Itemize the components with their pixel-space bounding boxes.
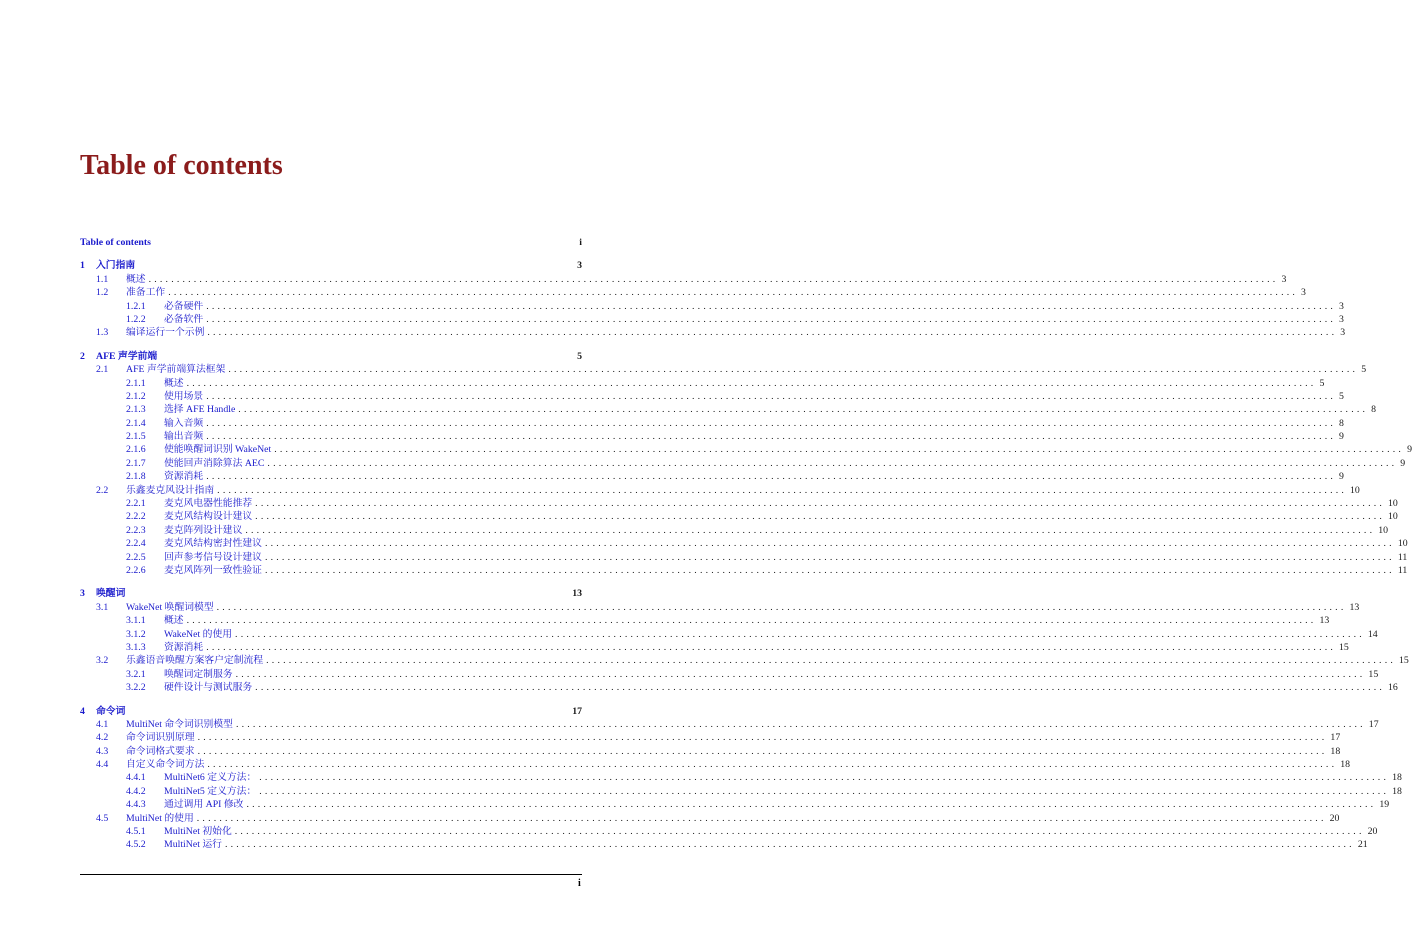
toc-entry-page: 5 <box>1361 364 1367 376</box>
toc-entry-title: 乐鑫语音唤醒方案客户定制流程 <box>126 655 264 667</box>
toc-entry-page: 14 <box>1367 628 1378 640</box>
toc-entry-number: 4.4.2 <box>126 785 146 797</box>
toc-subsection-entry[interactable] <box>80 681 1398 694</box>
toc-entry-page: 8 <box>1371 404 1377 416</box>
toc-entry-title: WakeNet 唤醒词模型 <box>126 601 214 613</box>
toc-entry-number: 2 <box>80 350 85 362</box>
toc-chapter-entry[interactable] <box>80 587 582 600</box>
toc-leader: ........................................................................................................................................................................................................ <box>245 524 1376 536</box>
toc-section-entry[interactable] <box>80 326 1346 339</box>
toc-section-entry[interactable] <box>80 718 1379 731</box>
toc-entry-title: 命令词识别原理 <box>126 732 195 744</box>
toc-subsection-entry[interactable] <box>80 668 1379 681</box>
page-title: Table of contents <box>80 150 283 181</box>
toc-entry-number: 2.2.5 <box>126 551 146 563</box>
footer-rule <box>80 874 582 875</box>
toc-entry-page: 18 <box>1330 745 1341 757</box>
toc-entry-number: 1.2.1 <box>126 300 146 312</box>
toc-section-entry[interactable] <box>80 745 1341 758</box>
toc-entry-page: 8 <box>1339 417 1344 429</box>
toc-subsection-entry[interactable] <box>80 825 1378 838</box>
toc-entry-number: 2.2.6 <box>126 564 146 576</box>
toc-entry-page: 17 <box>1330 732 1341 744</box>
toc-section-entry[interactable] <box>80 654 1409 667</box>
toc-entry-title: MultiNet 初始化 <box>164 826 232 838</box>
toc-entry-title: 必备软件 <box>164 313 204 325</box>
toc-entry-title: AFE 声学前端 <box>96 350 158 362</box>
toc-entry-number: 2.1.7 <box>126 457 146 469</box>
toc-entry-number: 4.5.1 <box>126 826 146 838</box>
toc-entry-number: 3.1 <box>96 601 109 613</box>
toc-leader: ........................................................................................................................................................................................................ <box>206 641 1337 653</box>
toc-leader: ........................................................................................................................................................................................................ <box>234 826 1365 838</box>
toc-leader: ........................................................................................................................................................................................................ <box>238 404 1369 416</box>
toc-entry-title: AFE 声学前端算法框架 <box>126 364 226 376</box>
toc-entry-title: WakeNet 的使用 <box>164 628 233 640</box>
toc-entry-page: 11 <box>1397 564 1408 576</box>
toc-entry-title: 使能唤醒词识别 WakeNet <box>164 444 272 456</box>
toc-entry-number: 2.1.8 <box>126 471 146 483</box>
toc-entry-title: MultiNet5 定义方法： <box>164 785 257 797</box>
toc-entry-title: 使能回声消除算法 AEC <box>164 457 265 469</box>
toc-entry-page: 19 <box>1379 799 1390 811</box>
toc-entry-title: 麦克阵列设计建议 <box>164 524 243 536</box>
toc-leader: ........................................................................................................................................................................................................ <box>274 444 1405 456</box>
toc-entry-number: 4.4.3 <box>126 799 146 811</box>
toc-entry-title: 选择 AFE Handle <box>164 404 236 416</box>
toc-leader: ........................................................................................................................................................................................................ <box>206 390 1337 402</box>
toc-subsection-entry[interactable] <box>80 497 1398 510</box>
toc-entry-number: 2.2 <box>96 484 109 496</box>
toc-entry-title: 麦克风电器性能推荐 <box>164 498 253 510</box>
toc-entry-number: 2.2.1 <box>126 498 146 510</box>
toc-entry-title: 概述 <box>164 615 184 627</box>
toc-subsection-entry[interactable] <box>80 313 1344 326</box>
toc-chapter-entry[interactable] <box>80 705 582 718</box>
toc-entry-number: 2.1.4 <box>126 417 146 429</box>
toc-leader: ........................................................................................................................................................................................................ <box>197 745 1328 757</box>
toc-entry-page: 9 <box>1400 457 1406 469</box>
toc-entry-number: 4.4 <box>96 759 109 771</box>
toc-subsection-entry[interactable] <box>80 377 1325 390</box>
toc-entry-title: 资源消耗 <box>164 471 204 483</box>
toc-leader: ........................................................................................................................................................................................................ <box>228 364 1359 376</box>
table-of-contents <box>80 236 1412 852</box>
toc-entry-page: 3 <box>577 260 582 272</box>
toc-entry-page: 5 <box>1339 390 1344 402</box>
toc-leader: ........................................................................................................................................................................................................ <box>255 511 1386 523</box>
toc-entry-number: 1.2 <box>96 287 109 299</box>
toc-leader: ........................................................................................................................................................................................................ <box>148 273 1279 285</box>
toc-chapter-entry[interactable] <box>80 350 582 363</box>
toc-leader: ........................................................................................................................................................................................................ <box>235 668 1366 680</box>
toc-entry-page: 17 <box>572 705 582 717</box>
toc-subsection-entry[interactable] <box>80 443 1412 456</box>
toc-entry-page: 20 <box>1367 826 1378 838</box>
toc-entry-page: i <box>579 237 582 248</box>
toc-entry-page: 9 <box>1407 444 1412 456</box>
toc-entry-number: 4.5 <box>96 812 109 824</box>
toc-leader: ........................................................................................................................................................................................................ <box>217 484 1348 496</box>
toc-entry-title: MultiNet 命令词识别模型 <box>126 718 233 730</box>
toc-entry-page: 10 <box>1378 524 1389 536</box>
toc-entry-title: 唤醒词定制服务 <box>164 668 233 680</box>
toc-entry-number: 4.1 <box>96 718 109 730</box>
toc-entry-title: MultiNet 运行 <box>164 839 222 851</box>
toc-entry-title: 资源消耗 <box>164 641 204 653</box>
toc-subsection-entry[interactable] <box>80 510 1398 523</box>
toc-leader: ........................................................................................................................................................................................................ <box>207 759 1338 771</box>
toc-subsection-entry[interactable] <box>80 390 1344 403</box>
toc-subsection-entry[interactable] <box>80 430 1344 443</box>
toc-subsection-entry[interactable] <box>80 551 1408 564</box>
toc-subsection-entry[interactable] <box>80 300 1344 313</box>
toc-entry-title: MultiNet 的使用 <box>126 812 194 824</box>
toc-entry-page: 16 <box>1388 682 1398 694</box>
toc-entry-number: 1.3 <box>96 327 109 339</box>
toc-leader: ........................................................................................................................................................................................................ <box>206 313 1337 325</box>
toc-entry-page: 3 <box>1301 287 1306 299</box>
toc-entry-number: 2.1.1 <box>126 377 146 389</box>
toc-leader: ........................................................................................................................................................................................................ <box>206 300 1337 312</box>
toc-subsection-entry[interactable] <box>80 798 1390 811</box>
toc-entry-title: Table of contents <box>80 237 151 248</box>
toc-section-entry[interactable] <box>80 758 1351 771</box>
toc-entry-page: 10 <box>1388 498 1398 510</box>
toc-leader: ........................................................................................................................................................................................................ <box>206 417 1337 429</box>
toc-entry-page: 11 <box>1397 551 1408 563</box>
toc-entry-title: 乐鑫麦克风设计指南 <box>126 484 215 496</box>
toc-leader: ........................................................................................................................................................................................................ <box>224 839 1355 851</box>
toc-leader: ........................................................................................................................................................................................................ <box>235 718 1366 730</box>
toc-entry-page: 15 <box>1399 655 1409 667</box>
toc-entry-number: 4.2 <box>96 732 109 744</box>
toc-leader: ........................................................................................................................................................................................................ <box>207 327 1338 339</box>
toc-leader: ........................................................................................................................................................................................................ <box>186 615 1317 627</box>
toc-entry-page: 13 <box>1349 601 1360 613</box>
toc-leader: ........................................................................................................................................................................................................ <box>259 772 1390 784</box>
toc-entry-page: 15 <box>1339 641 1349 653</box>
toc-entry-title: 概述 <box>126 273 146 285</box>
toc-subsection-entry[interactable] <box>80 524 1389 537</box>
toc-entry-title: 准备工作 <box>126 287 166 299</box>
toc-subsection-entry[interactable] <box>80 771 1402 784</box>
toc-entry-page: 10 <box>1397 538 1408 550</box>
toc-entry-page: 15 <box>1368 668 1379 680</box>
toc-entry-page: 9 <box>1339 431 1344 443</box>
toc-entry-page: 3 <box>1339 300 1344 312</box>
toc-header-entry[interactable] <box>80 236 582 249</box>
toc-entry-title: 编译运行一个示例 <box>126 327 205 339</box>
toc-section-entry[interactable] <box>80 286 1306 299</box>
toc-leader: ........................................................................................................................................................................................................ <box>266 655 1396 667</box>
toc-entry-number: 2.1.5 <box>126 431 146 443</box>
footer-page-number: i <box>578 878 581 889</box>
toc-leader: ........................................................................................................................................................................................................ <box>246 799 1377 811</box>
toc-entry-number: 3.2 <box>96 655 109 667</box>
toc-subsection-entry[interactable] <box>80 457 1406 470</box>
toc-leader: ........................................................................................................................................................................................................ <box>267 457 1398 469</box>
toc-entry-number: 4.5.2 <box>126 839 146 851</box>
toc-subsection-entry[interactable] <box>80 614 1330 627</box>
toc-entry-page: 17 <box>1368 718 1379 730</box>
toc-entry-number: 2.2.4 <box>126 538 146 550</box>
toc-subsection-entry[interactable] <box>80 838 1368 851</box>
toc-entry-title: 输出音频 <box>164 431 204 443</box>
toc-subsection-entry[interactable] <box>80 417 1344 430</box>
toc-entry-number: 4.4.1 <box>126 772 146 784</box>
toc-subsection-entry[interactable] <box>80 537 1408 550</box>
toc-entry-page: 10 <box>1388 511 1398 523</box>
toc-entry-title: 输入音频 <box>164 417 204 429</box>
toc-section-entry[interactable] <box>80 484 1360 497</box>
toc-chapter-entry[interactable] <box>80 259 582 272</box>
toc-section-entry[interactable] <box>80 363 1367 376</box>
toc-entry-number: 1 <box>80 260 85 272</box>
toc-entry-page: 5 <box>1319 377 1325 389</box>
toc-leader: ........................................................................................................................................................................................................ <box>168 287 1299 299</box>
toc-entry-page: 13 <box>1319 615 1330 627</box>
toc-entry-title: 命令词 <box>96 705 126 717</box>
toc-entry-title: 概述 <box>164 377 184 389</box>
toc-entry-title: 自定义命令词方法 <box>126 759 205 771</box>
toc-entry-page: 20 <box>1329 812 1340 824</box>
toc-entry-number: 2.2.3 <box>126 524 146 536</box>
toc-leader: ........................................................................................................................................................................................................ <box>186 377 1317 389</box>
toc-subsection-entry[interactable] <box>80 403 1377 416</box>
toc-section-entry[interactable] <box>80 273 1287 286</box>
toc-entry-page: 3 <box>1281 273 1287 285</box>
toc-section-entry[interactable] <box>80 812 1340 825</box>
toc-entry-title: 使用场景 <box>164 390 204 402</box>
toc-leader: ........................................................................................................................................................................................................ <box>206 431 1337 443</box>
toc-entry-page: 3 <box>1339 313 1344 325</box>
toc-entry-page: 9 <box>1339 471 1344 483</box>
toc-leader: ........................................................................................................................................................................................................ <box>206 471 1337 483</box>
toc-entry-page: 18 <box>1392 772 1402 784</box>
toc-leader: ........................................................................................................................................................................................................ <box>264 538 1395 550</box>
toc-entry-title: 麦克风阵列一致性验证 <box>164 564 262 576</box>
toc-entry-number: 1.1 <box>96 273 109 285</box>
toc-entry-number: 2.1.3 <box>126 404 146 416</box>
toc-entry-number: 3.1.3 <box>126 641 146 653</box>
toc-entry-title: 通过调用 API 修改 <box>164 799 244 811</box>
toc-entry-title: 唤醒词 <box>96 588 126 600</box>
toc-leader: ........................................................................................................................................................................................................ <box>264 564 1395 576</box>
toc-leader: ........................................................................................................................................................................................................ <box>255 682 1386 694</box>
toc-entry-number: 3.2.2 <box>126 682 146 694</box>
toc-leader: ........................................................................................................................................................................................................ <box>259 785 1390 797</box>
toc-entry-page: 10 <box>1350 484 1360 496</box>
toc-entry-title: MultiNet6 定义方法： <box>164 772 257 784</box>
toc-subsection-entry[interactable] <box>80 628 1378 641</box>
toc-entry-page: 3 <box>1340 327 1346 339</box>
toc-subsection-entry[interactable] <box>80 785 1402 798</box>
toc-leader: ........................................................................................................................................................................................................ <box>235 628 1365 640</box>
toc-entry-page: 21 <box>1357 839 1368 851</box>
toc-entry-number: 4.3 <box>96 745 109 757</box>
toc-entry-number: 3.1.1 <box>126 615 146 627</box>
toc-entry-title: 入门指南 <box>96 260 136 272</box>
toc-entry-title: 必备硬件 <box>164 300 204 312</box>
toc-leader: ........................................................................................................................................................................................................ <box>196 812 1327 824</box>
toc-subsection-entry[interactable] <box>80 470 1344 483</box>
toc-entry-number: 1.2.2 <box>126 313 146 325</box>
toc-entry-number: 3.2.1 <box>126 668 146 680</box>
toc-entry-number: 2.1.6 <box>126 444 146 456</box>
toc-leader: ........................................................................................................................................................................................................ <box>216 601 1347 613</box>
toc-entry-page: 18 <box>1340 759 1351 771</box>
toc-entry-number: 2.2.2 <box>126 511 146 523</box>
toc-entry-page: 5 <box>577 350 582 362</box>
toc-section-entry[interactable] <box>80 731 1341 744</box>
toc-entry-page: 18 <box>1392 785 1402 797</box>
toc-entry-number: 4 <box>80 705 85 717</box>
toc-section-entry[interactable] <box>80 601 1360 614</box>
toc-leader: ........................................................................................................................................................................................................ <box>197 732 1328 744</box>
toc-entry-title: 麦克风结构设计建议 <box>164 511 253 523</box>
toc-entry-title: 硬件设计与测试服务 <box>164 682 253 694</box>
toc-leader: ........................................................................................................................................................................................................ <box>255 498 1386 510</box>
toc-subsection-entry[interactable] <box>80 641 1349 654</box>
toc-leader: ........................................................................................................................................................................................................ <box>264 551 1395 563</box>
toc-entry-title: 麦克风结构密封性建议 <box>164 538 262 550</box>
toc-entry-number: 3.1.2 <box>126 628 146 640</box>
toc-entry-number: 3 <box>80 588 85 600</box>
toc-subsection-entry[interactable] <box>80 564 1408 577</box>
toc-entry-number: 2.1 <box>96 364 109 376</box>
toc-entry-number: 2.1.2 <box>126 390 146 402</box>
toc-entry-title: 命令词格式要求 <box>126 745 195 757</box>
toc-entry-page: 13 <box>572 588 582 600</box>
toc-entry-title: 回声参考信号设计建议 <box>164 551 262 563</box>
